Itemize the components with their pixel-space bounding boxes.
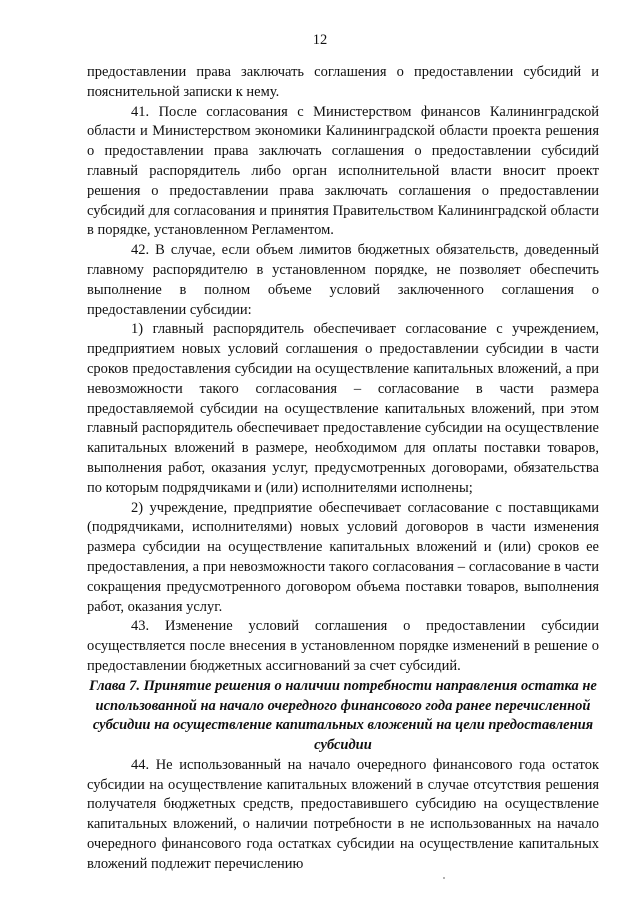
paragraph-42-item-2: 2) учреждение, предприятие обеспечивает согласование с поставщиками (подрядчиками, исполнителями) новых условий договоров в части изменения размера субсидии на осуществление капитальных вложений и (или) сроков ее предоставления, а при невозможности такого согласования – согласование в части сокращения предусмотренного договором объема поставки товаров, выполнения работ, оказания услуг. bbox=[87, 499, 599, 615]
scan-speck bbox=[443, 877, 445, 879]
paragraph-41: 41. После согласования с Министерством финансов Калининградской области и Министерством экономики Калининградской области проекта решения о предоставлении права заключать соглашения о предоставлении субсидий главный распорядитель либо орган исполнительной власти вносит проект решения о предоставлении права заключать соглашения о предоставлении субсидий для согласования и принятия Правительством Калининградской области в порядке, установленном Регламентом. bbox=[87, 103, 599, 239]
document-body bbox=[87, 63, 599, 875]
paragraph-44: 44. Не использованный на начало очередного финансового года остаток субсидии на осуществление капитальных вложений в случае отсутствия решения получателя бюджетных средств, предоставившего субсидию на осуществление капитальных вложений, о наличии потребности в не использованных на начало очередного финансового года остатках субсидии на осуществление капитальных вложений подлежит перечислению bbox=[87, 756, 599, 872]
page-number: 12 bbox=[312, 32, 328, 48]
paragraph-42: 42. В случае, если объем лимитов бюджетных обязательств, доведенный главному распорядителю в установленном порядке, не позволяет обеспечить выполнение в полном объеме условий заключенного соглашения о предоставлении субсидии: bbox=[87, 242, 599, 318]
paragraph-42-item-1: 1) главный распорядитель обеспечивает согласование с учреждением, предприятием новых условий соглашения о предоставлении субсидии в части сроков предоставления субсидии на осуществление капитальных вложений, а при невозможности такого согласования – согласование в части размера предоставляемой субсидии на осуществление капитальных вложений, при этом главный распорядитель обеспечивает предоставление субсидии на осуществление капитальных вложений в размере, необходимом для оплаты поставки товаров, выполнения работ, оказания услуг, предусмотренных договорами, обязательства по которым подрядчиками и (или) исполнителями исполнены; bbox=[87, 321, 599, 496]
paragraph-43: 43. Изменение условий соглашения о предоставлении субсидии осуществляется после внесения в установленном порядке изменений в решение о предоставлении бюджетных ассигнований за счет субсидий. bbox=[87, 618, 599, 674]
paragraph-continuation: предоставлении права заключать соглашения о предоставлении субсидий и пояснительной записки к нему. bbox=[87, 64, 599, 100]
chapter-heading: Глава 7. Принятие решения о наличии потребности направления остатка не использованной на начало очередного финансового года ранее перечисленной субсидии на осуществление капитальных вложений на цели предоставления субсидии bbox=[89, 677, 597, 754]
